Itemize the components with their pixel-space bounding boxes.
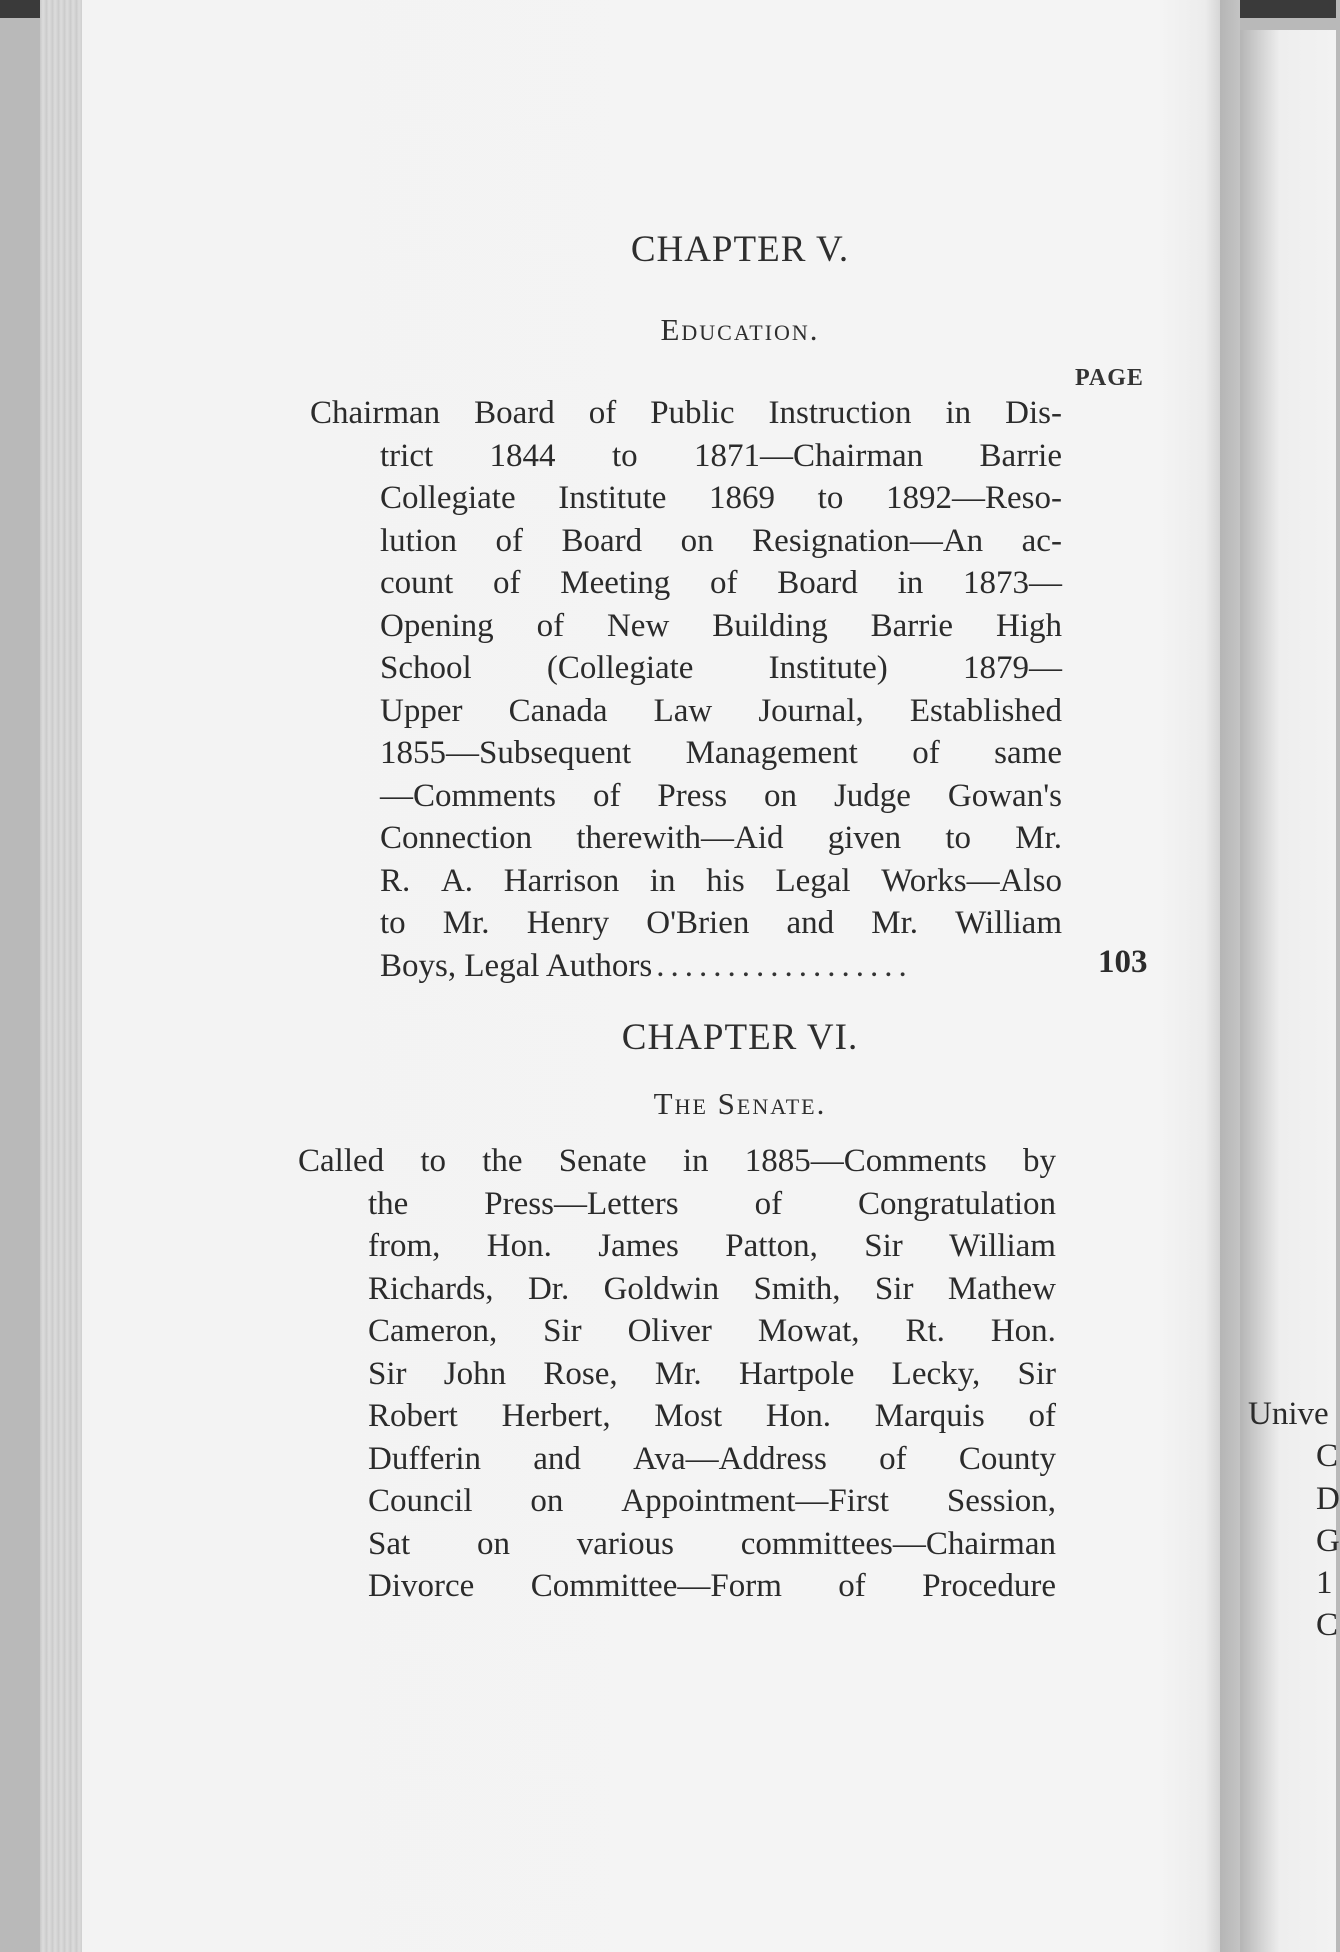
word: Sat	[368, 1525, 411, 1562]
facing-page-text: D	[1316, 1481, 1340, 1517]
word: Mr.	[442, 905, 490, 941]
word: Hartpole	[738, 1355, 855, 1392]
word: of	[912, 735, 940, 771]
word: the	[368, 1185, 409, 1222]
entry-line-text: Boys, Legal Authors	[380, 947, 653, 984]
word: 1892—Reso-	[885, 480, 1062, 516]
facing-page-text: C	[1316, 1438, 1339, 1474]
word: of	[709, 565, 738, 601]
entry-line	[310, 647, 1062, 690]
entry-line	[298, 1395, 1056, 1438]
word: Press	[657, 777, 728, 814]
entry-line	[298, 1565, 1056, 1608]
word: to	[420, 1143, 447, 1179]
word: count	[380, 565, 454, 601]
word: his	[706, 862, 745, 899]
entry-line	[298, 1225, 1056, 1268]
word: Smith,	[753, 1270, 841, 1307]
word: —Comments	[380, 777, 557, 814]
entry-line	[298, 1268, 1056, 1311]
word: Rose,	[543, 1355, 618, 1392]
word: Institute	[558, 480, 667, 516]
word: Dr.	[527, 1270, 570, 1307]
word: on	[476, 1525, 510, 1562]
word: of	[879, 1440, 907, 1477]
word: Board	[561, 522, 643, 559]
word: the	[482, 1143, 523, 1179]
word: of	[592, 777, 621, 814]
word: 1855—Subsequent	[380, 735, 632, 771]
word: Oliver	[627, 1313, 712, 1349]
word: of	[493, 565, 521, 601]
word: Appointment—First	[621, 1483, 889, 1519]
word: Sir	[1017, 1355, 1056, 1392]
word: Committee—Form	[530, 1568, 782, 1604]
word: School	[380, 650, 472, 686]
word: on	[530, 1483, 564, 1519]
word: Board	[777, 565, 858, 601]
word: by	[1022, 1143, 1056, 1179]
word: Law	[653, 692, 713, 729]
word: Richards,	[368, 1270, 494, 1307]
word: 1873—	[962, 565, 1062, 601]
facing-page-text: 1	[1316, 1565, 1333, 1601]
entry-line	[298, 1310, 1056, 1353]
word: O'Brien	[646, 905, 750, 941]
entry-line	[310, 860, 1062, 903]
word: Press—Letters	[484, 1185, 679, 1222]
word: Instruction	[768, 395, 912, 431]
word: Journal,	[758, 692, 864, 729]
entry-last-line	[310, 945, 1062, 988]
chapter-vi-subtitle: The Senate.	[653, 1086, 827, 1121]
word: Institute)	[768, 650, 888, 686]
word: Connection	[380, 820, 533, 856]
word: Council	[368, 1483, 473, 1519]
entry-line	[310, 690, 1062, 733]
entry-line	[310, 562, 1062, 605]
word: lution	[380, 522, 458, 559]
chapter-v-heading: CHAPTER V.	[630, 229, 850, 270]
word: of	[588, 395, 617, 431]
word: Session,	[946, 1483, 1056, 1519]
entry-line	[298, 1480, 1056, 1523]
word: from,	[368, 1228, 441, 1264]
word: High	[995, 607, 1062, 644]
word: of	[838, 1568, 866, 1604]
entry-line	[310, 435, 1062, 478]
word: Dis-	[1005, 395, 1062, 431]
entry-line	[298, 1183, 1056, 1226]
chapter-v-entry	[310, 392, 1062, 987]
word: New	[606, 607, 670, 644]
word: William	[955, 905, 1062, 941]
word: committees—Chairman	[740, 1525, 1056, 1562]
entry-line	[310, 732, 1062, 775]
word: Legal	[775, 862, 851, 899]
facing-page-text: C	[1316, 1607, 1339, 1643]
word: on	[680, 522, 714, 559]
word: Hon.	[990, 1313, 1056, 1349]
entry-line	[310, 477, 1062, 520]
entry-line	[298, 1523, 1056, 1566]
word: Canada	[508, 692, 608, 729]
word: 1869	[709, 480, 776, 516]
word: Dufferin	[368, 1440, 482, 1477]
word: Gowan's	[947, 777, 1062, 814]
word: ac-	[1021, 522, 1062, 559]
word: on	[764, 777, 798, 814]
word: Chairman	[310, 395, 441, 431]
word: 1871—Chairman	[694, 437, 924, 474]
word: Established	[909, 692, 1062, 729]
word: Congratulation	[858, 1185, 1056, 1222]
word: Opening	[380, 607, 494, 644]
entry-line	[310, 392, 1062, 435]
word: of	[536, 607, 565, 644]
word: of	[754, 1185, 783, 1222]
word: James	[598, 1228, 679, 1264]
word: Harrison	[503, 862, 620, 899]
entry-line	[310, 775, 1062, 818]
word: Board	[474, 395, 555, 431]
word: Mr.	[871, 905, 919, 941]
word: various	[576, 1525, 674, 1562]
page-column-label: PAGE	[1075, 365, 1144, 391]
word: to	[380, 905, 406, 941]
word: therewith—Aid	[576, 820, 784, 856]
word: Patton,	[725, 1228, 818, 1264]
word: 1885—Comments	[744, 1143, 987, 1179]
word: (Collegiate	[546, 650, 694, 686]
word: Robert	[368, 1398, 458, 1434]
word: A.	[440, 862, 474, 899]
word: Procedure	[922, 1568, 1056, 1604]
word: in	[649, 862, 676, 899]
word: in	[682, 1143, 709, 1179]
word: of	[1028, 1398, 1056, 1434]
word: Works—Also	[881, 862, 1062, 899]
word: Lecky,	[891, 1355, 981, 1392]
word: Cameron,	[368, 1313, 498, 1349]
entry-line	[310, 902, 1062, 945]
word: Public	[650, 395, 735, 431]
word: of	[495, 522, 524, 559]
word: Hon.	[765, 1398, 832, 1434]
word: R.	[380, 862, 411, 899]
word: Building	[712, 607, 828, 644]
word: Goldwin	[603, 1270, 720, 1307]
word: Meeting	[560, 565, 671, 601]
word: 1879—	[962, 650, 1062, 686]
word: County	[958, 1440, 1056, 1477]
word: trict	[380, 437, 434, 474]
word: Sir	[543, 1313, 582, 1349]
word: William	[949, 1228, 1056, 1264]
word: Rt.	[905, 1313, 945, 1349]
word: Barrie	[979, 437, 1062, 474]
word: 1844	[489, 437, 556, 474]
word: Management	[685, 735, 858, 771]
word: Mr.	[1015, 820, 1062, 856]
page-edges	[40, 0, 82, 1952]
facing-page-text: G	[1316, 1523, 1340, 1559]
word: to	[611, 437, 638, 474]
word: Sir	[368, 1355, 407, 1392]
word: Resignation—An	[752, 522, 984, 559]
entry-line	[310, 817, 1062, 860]
page-number: 103	[1098, 944, 1148, 980]
word: to	[817, 480, 844, 516]
entry-line	[310, 520, 1062, 563]
facing-page-text: Unive	[1248, 1396, 1329, 1432]
word: and	[786, 905, 835, 941]
word: Upper	[380, 692, 463, 729]
dot-leaders: ..................	[656, 947, 913, 984]
word: Ava—Address	[633, 1440, 827, 1477]
word: Divorce	[368, 1568, 475, 1604]
word: Most	[654, 1398, 723, 1434]
word: Herbert,	[501, 1398, 611, 1434]
word: Sir	[874, 1270, 914, 1307]
word: Henry	[526, 905, 610, 941]
word: Marquis	[874, 1398, 985, 1434]
entry-line	[298, 1353, 1056, 1396]
chapter-vi-entry	[298, 1140, 1056, 1608]
chapter-vi-heading: CHAPTER VI.	[621, 1017, 859, 1058]
word: Mr.	[654, 1355, 702, 1392]
word: in	[945, 395, 972, 431]
word: same	[994, 735, 1062, 771]
entry-line	[298, 1140, 1056, 1183]
word: Senate	[558, 1143, 647, 1179]
word: Barrie	[870, 607, 954, 644]
entry-line	[298, 1438, 1056, 1481]
word: Sir	[864, 1228, 903, 1264]
word: Collegiate	[380, 480, 516, 516]
word: Mowat,	[757, 1313, 860, 1349]
word: and	[533, 1440, 581, 1477]
word: to	[945, 820, 971, 856]
word: Judge	[833, 777, 911, 814]
word: John	[443, 1355, 507, 1392]
word: Hon.	[486, 1228, 552, 1264]
word: Called	[298, 1143, 385, 1179]
word: given	[827, 820, 902, 856]
word: Mathew	[947, 1270, 1056, 1307]
entry-line	[310, 605, 1062, 648]
word: in	[897, 565, 924, 601]
chapter-v-subtitle: Education.	[660, 312, 820, 347]
